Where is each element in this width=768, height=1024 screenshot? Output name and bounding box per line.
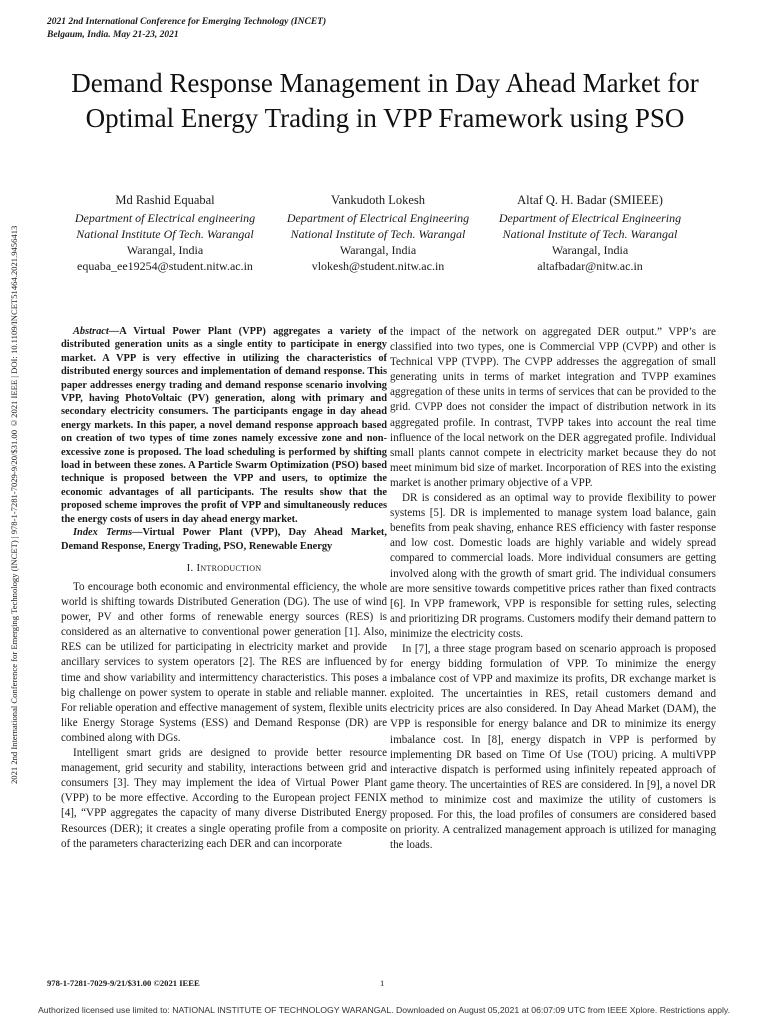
body-paragraph: To encourage both economic and environmental efficiency, the whole world is shifting towards Distributed Generation (DG). The use of wind power, PV and other forms of renewable energy sources (RES) is considered as an alternative to conventional power generation [1]. Also, RES can be utilized for participating in electricity market and provide ancillary services to system operators [2]. The RES are influenced by time and show variability and intermittency characteristics. This poses a big challenge on power system to operate in stable and reliable manner. For reliable operation and effective management of system, flexible units like Energy Storage Systems (ESS) and Demand Response (DR) are combined along with DGs.	[61, 581, 387, 744]
author-location: Warangal, India	[551, 243, 629, 257]
left-column	[61, 325, 387, 852]
index-terms	[61, 526, 387, 553]
index-terms-label: Index Terms	[73, 527, 133, 539]
section-heading: I. Introduction	[186, 561, 262, 574]
footer-isbn: 978-1-7281-7029-9/21/$31.00 ©2021 IEEE	[47, 978, 200, 988]
right-column	[390, 325, 716, 853]
author-institution: National Institute of Tech. Warangal	[290, 227, 466, 241]
author-2	[273, 192, 483, 274]
body-paragraph: Intelligent smart grids are designed to provide better resource management, grid security and stability, interactions between grid and consumers [3]. They may implement the idea of Virtual Power Plant (VPP) to be more effective. According to the European project FENIX [4], “VPP aggregates the capacity of many diverse Distributed Energy Resources (DER); it creates a single operating profile from a composite of the parameters characterizing each DER and can incorporate	[61, 747, 387, 850]
body-paragraph: the impact of the network on aggregated DER output.” VPP’s are classified into two types, one is Commercial VPP (CVPP) and other is Technical VPP (TVPP). The CVPP addresses the aggregation of small generating units in terms of market integration and TVPP examines aggregation of these units in terms of services that can be provided to the grid. CVPP does not consider the impact of distribution network in its aggregated profile. In contrast, TVPP takes into account the real time influence of the local network on the DER aggregated profile. Individual small plants cannot compete in electricity market because they do not meet minimum bid size of market. Incorporation of RES into the existing market is another primary objective of a VPP.	[390, 326, 716, 489]
abstract	[61, 325, 387, 526]
author-department: Department of Electrical engineering	[74, 211, 256, 225]
conference-location-date: Belgaum, India. May 21-23, 2021	[47, 29, 179, 40]
author-name: Altaf Q. H. Badar (SMIEEE)	[517, 193, 663, 207]
author-location: Warangal, India	[126, 243, 204, 257]
author-name: Vankudoth Lokesh	[330, 193, 426, 207]
side-identifier: 2021 2nd International Conference for Emerging Technology (INCET) | 978-1-7281-7029-9/20/$31.00 ©2021 IEEE | DOI: 10.1109/INCET51464.2021.9456413	[9, 225, 19, 785]
author-department: Department of Electrical Engineering	[498, 211, 682, 225]
body-paragraph: DR is considered as an optimal way to provide flexibility to power systems [5]. DR is implemented to manage system load balance, gain benefits from peak shaving, enhance RES efficiency with faster response and low cost. Domestic loads are highly variable and widely spread compared to commercial loads. More individual consumers are getting involved along with the growth of smart grid. The individual consumers are more sensitive towards competitive prices rather than fixed contracts [6]. In VPP framework, VPP is responsible for setting rules, selecting and prioritizing DR programs. Customers modify their demand pattern to minimize the electricity costs.	[390, 492, 716, 640]
page-number: 1	[380, 978, 385, 988]
author-1	[60, 192, 270, 274]
abstract-text: —A Virtual Power Plant (VPP) aggregates a variety of distributed generation units as a single entity to participate in energy market. A VPP is very effective in utilizing the characteristics of distributed energy sources and implementation of demand response. This paper addresses energy trading and demand response scenario involving VPP, having PhotoVoltaic (PV) generation, along with primary and secondary electricity consumers. The participants engage in day ahead energy markets. In this paper, a novel demand response approach based on creation of two types of time zones namely excessive zone and non-excessive zone is proposed. The load scheduling is performed by shifting load in between these zones. A Particle Swarm Optimization (PSO) based technique is proposed between the VPP and users, to optimize the economic advantages of all participants. The results show that the proposed scheme improves the profit of VPP and simultaneously reduces the energy costs of users in day ahead energy market.	[61, 326, 387, 525]
abstract-label: Abstract	[73, 326, 109, 337]
author-institution: National Institute of Tech. Warangal	[502, 227, 678, 241]
body-paragraph: In [7], a three stage program based on scenario approach is proposed for energy bidding formulation of VPP. To minimize the energy imbalance cost of VPP and maximize its profits, DR exchange market is exploited. The uncertainties in RES, retail customers demand and electricity prices are also considered. In Day Ahead Market (DAM), the VPP is responsible for energy balance and DR to minimize its energy imbalance cost. In [8], energy dispatch in VPP is performed by implementing DR based on Time Of Use (TOU) pricing. A multiVPP interactive dispatch is performed using infinitely repeated approach of game theory. The uncertainties of RES are considered. In [9], a novel DR method to minimize cost and maximize the utility of customers is proposed. For this, the load profiles of consumers are considered based on priority. A centralized management approach is utilized for managing the loads.	[390, 642, 716, 852]
author-department: Department of Electrical Engineering	[286, 211, 470, 225]
index-terms-text: —Virtual Power Plant (VPP), Day Ahead Market, Demand Response, Energy Trading, PSO, Renewable Energy	[61, 527, 387, 552]
author-3	[485, 192, 695, 274]
paper-title: Demand Response Management in Day Ahead Market for Optimal Energy Trading in VPP Framework using PSO	[71, 68, 699, 133]
conference-name: 2021 2nd International Conference for Emerging Technology (INCET)	[47, 17, 327, 27]
author-location: Warangal, India	[339, 243, 417, 257]
conference-header	[47, 16, 326, 41]
author-email: altafbadar@nitw.ac.in	[537, 259, 643, 273]
author-institution: National Institute Of Tech. Warangal	[76, 227, 254, 241]
author-email: equaba_ee19254@student.nitw.ac.in	[77, 259, 253, 273]
license-notice: Authorized licensed use limited to: NATIONAL INSTITUTE OF TECHNOLOGY WARANGAL. Downloaded on August 05,2021 at 06:07:09 UTC from IEEE Xplore. Restrictions apply.	[37, 1005, 731, 1015]
author-name: Md Rashid Equabal	[115, 193, 215, 207]
author-email: vlokesh@student.nitw.ac.in	[311, 259, 445, 273]
